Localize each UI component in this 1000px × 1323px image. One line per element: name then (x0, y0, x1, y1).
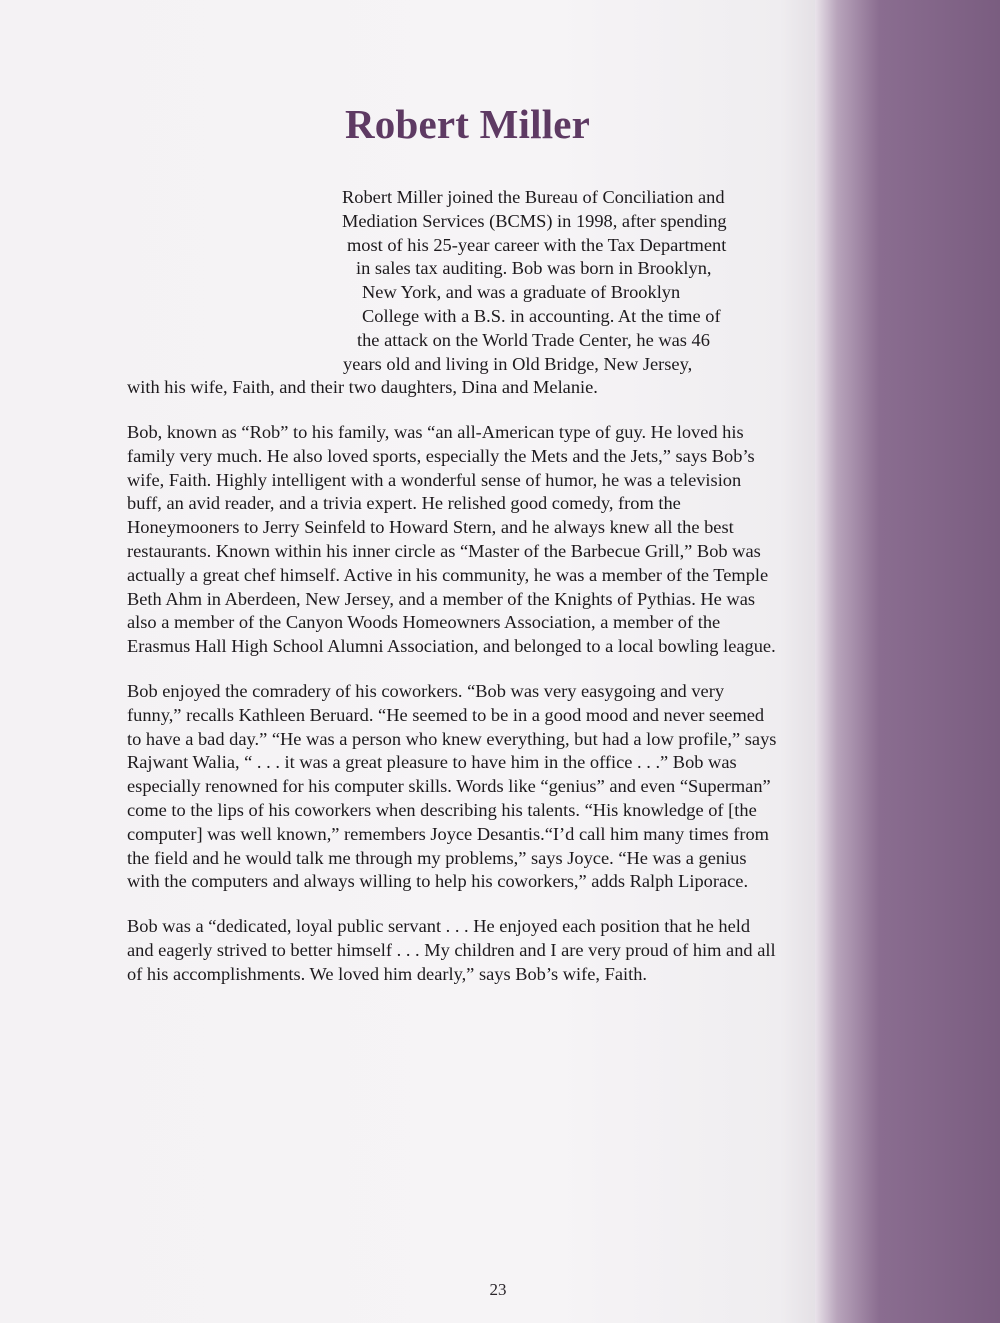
intro-line: years old and living in Old Bridge, New Jersey, (343, 353, 693, 374)
page-number (0, 1280, 1000, 1300)
intro-line: New York, and was a graduate of Brooklyn (362, 282, 681, 303)
intro-line: most of his 25-year career with the Tax Department (347, 234, 727, 255)
biography-body (127, 421, 777, 1008)
body-paragraph: Bob enjoyed the comradery of his coworkers. “Bob was very easygoing and very funny,” recalls Kathleen Beruard. “He seemed to be in a good mood and never seemed to have a bad day.” “He was a person who knew everything, but had a low profile,” says Rajwant Walia, “ . . . it was a great pleasure to have him in the office . . .” Bob was especially renowned for his computer skills. Words like “genius” and even “Superman” come to the lips of his coworkers when describing his talents. “His knowledge of [the computer] was well known,” remembers Joyce Desantis.“I’d call him many times from the field and he would talk me through my problems,” says Joyce. “He was a genius with the computers and always willing to help his coworkers,” adds Ralph Liporace. (127, 680, 777, 892)
intro-line: College with a B.S. in accounting. At the time of (362, 306, 721, 326)
body-paragraph: Bob was a “dedicated, loyal public servant . . . He enjoyed each position that he held and eagerly strived to better himself . . . My children and I are very proud of him and all of his accomplishments. We loved him dearly,” says Bob’s wife, Faith. (127, 916, 776, 984)
intro-line: the attack on the World Trade Center, he was 46 (357, 329, 710, 350)
intro-line: in sales tax auditing. Bob was born in Brooklyn, (356, 258, 712, 279)
intro-line: Mediation Services (BCMS) in 1998, after spending (342, 210, 727, 231)
intro-line: with his wife, Faith, and their two daughters, Dina and Melanie. (127, 377, 598, 398)
purple-side-band (815, 0, 1000, 1323)
body-paragraph: Bob, known as “Rob” to his family, was “an all-American type of guy. He loved his family very much. He also loved sports, especially the Mets and the Jets,” says Bob’s wife, Faith. Highly intelligent with a wonderful sense of humor, he was a television buff, an avid reader, and a trivia expert. He relished good comedy, from the Honeymooners to Jerry Seinfeld to Howard Stern, and he always knew all the best restaurants. Known within his inner circle as “Master of the Barbecue Grill,” Bob was actually a great chef himself. Active in his community, he was a member of the Temple Beth Ahm in Aberdeen, New Jersey, and a member of the Knights of Pythias. He was also a member of the Canyon Woods Homeowners Association, a member of the Erasmus Hall High School Alumni Association, and belonged to a local bowling league. (127, 422, 776, 657)
portrait-photo (100, 92, 340, 362)
page-title: Robert Miller (345, 101, 591, 147)
intro-line: Robert Miller joined the Bureau of Conciliation and (342, 187, 725, 207)
page-number-text: 23 (489, 1280, 507, 1299)
